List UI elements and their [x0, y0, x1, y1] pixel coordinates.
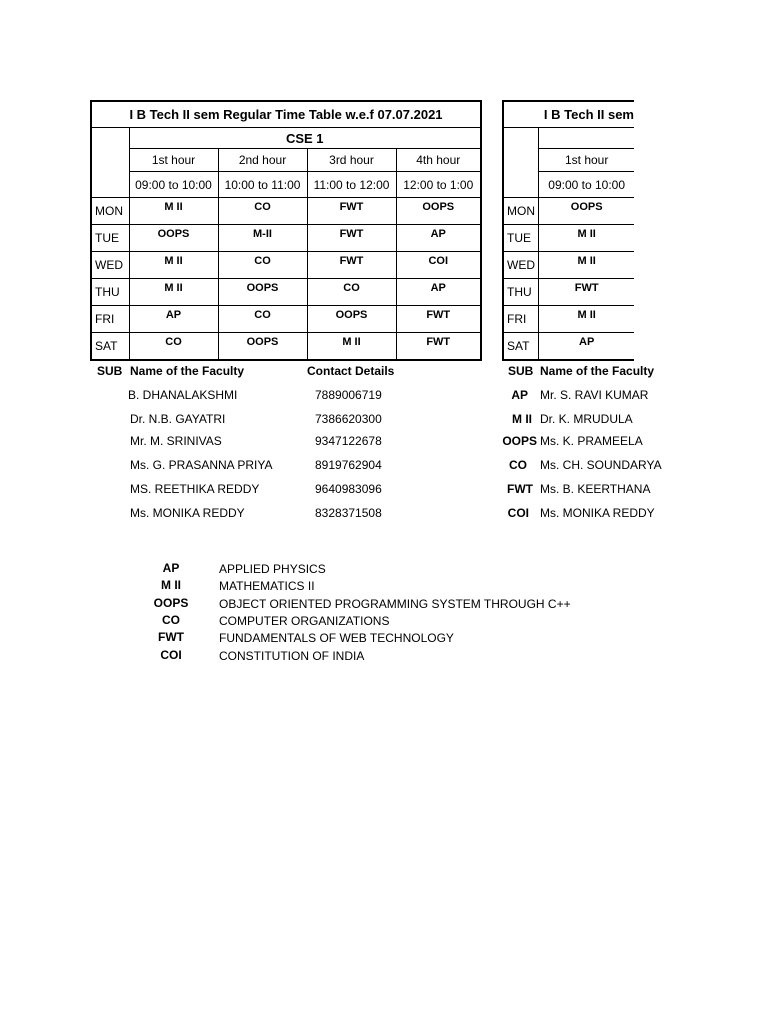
- subject-cell: AP: [396, 225, 481, 252]
- subject-cell: CO: [218, 198, 307, 225]
- hour-header: 2nd hour: [218, 149, 307, 172]
- faculty-name: Ms. G. PRASANNA PRIYA: [130, 458, 273, 472]
- subject-cell: FWT: [307, 225, 396, 252]
- subject-code: FWT: [507, 482, 533, 496]
- legend-code: M II: [161, 578, 181, 592]
- time-slot: 12:00 to 1:00: [396, 172, 481, 198]
- legend-code: FWT: [158, 630, 184, 644]
- table-row: [503, 279, 634, 306]
- table-row: [91, 225, 481, 252]
- day-label: WED: [91, 252, 129, 279]
- day-label: THU: [91, 279, 129, 306]
- subject-cell: M II: [539, 225, 634, 252]
- subject-cell: M-II: [218, 225, 307, 252]
- faculty-name-header: Name of the Faculty: [540, 364, 655, 378]
- time-slot: 09:00 to 10:00: [129, 172, 218, 198]
- table-row: [91, 198, 481, 225]
- contact-header: Contact Details: [307, 364, 395, 378]
- legend-description: FUNDAMENTALS OF WEB TECHNOLOGY: [219, 631, 454, 645]
- table-row: [91, 279, 481, 306]
- timetable-title: I B Tech II sem: [503, 101, 634, 128]
- legend-description: MATHEMATICS II: [219, 579, 315, 593]
- faculty-name: Ms. K. PRAMEELA: [540, 434, 643, 448]
- legend-code: AP: [162, 561, 180, 575]
- time-slot: 09:00 to 10:00: [539, 172, 634, 198]
- day-label: MON: [503, 198, 539, 225]
- timetable-2-clip: [502, 100, 634, 353]
- day-label: FRI: [91, 306, 129, 333]
- hour-header: 3rd hour: [307, 149, 396, 172]
- day-label: SAT: [91, 333, 129, 361]
- subject-code: COI: [507, 506, 529, 520]
- hour-header: 4th hour: [396, 149, 481, 172]
- subject-cell: OOPS: [539, 198, 634, 225]
- day-label: FRI: [503, 306, 539, 333]
- time-slot: 11:00 to 12:00: [307, 172, 396, 198]
- faculty-name: Mr. M. SRINIVAS: [130, 434, 222, 448]
- subject-cell: FWT: [396, 333, 481, 361]
- day-label: WED: [503, 252, 539, 279]
- section-label: [539, 128, 634, 149]
- hour-header: 1st hour: [539, 149, 634, 172]
- subject-cell: OOPS: [307, 306, 396, 333]
- timetable-2: [502, 100, 634, 361]
- subject-cell: M II: [539, 306, 634, 333]
- subject-cell: M II: [539, 252, 634, 279]
- table-row: [503, 333, 634, 361]
- subject-cell: AP: [129, 306, 218, 333]
- faculty-name: B. DHANALAKSHMI: [128, 388, 238, 402]
- day-label: SAT: [503, 333, 539, 361]
- subject-cell: CO: [307, 279, 396, 306]
- subject-code: OOPS: [502, 434, 537, 448]
- contact-number: 9640983096: [315, 482, 382, 496]
- faculty-list-2: [500, 360, 662, 530]
- faculty-name: MS. REETHIKA REDDY: [130, 482, 260, 496]
- subject-cell: AP: [396, 279, 481, 306]
- legend-description: COMPUTER ORGANIZATIONS: [219, 614, 390, 628]
- subject-cell: M II: [307, 333, 396, 361]
- subject-cell: M II: [129, 279, 218, 306]
- corner-cell: [91, 128, 129, 198]
- contact-number: 8919762904: [315, 458, 382, 472]
- table-row: [503, 306, 634, 333]
- subject-cell: CO: [218, 306, 307, 333]
- corner-cell: [503, 128, 539, 198]
- contact-number: 7386620300: [315, 412, 382, 426]
- timetable-title: I B Tech II sem Regular Time Table w.e.f 07.07.2021: [91, 101, 481, 128]
- timetable-cse1: [90, 100, 482, 361]
- faculty-name: Ms. CH. SOUNDARYA: [540, 458, 662, 472]
- day-label: THU: [503, 279, 539, 306]
- faculty-name: Ms. MONIKA REDDY: [540, 506, 655, 520]
- legend-code: OOPS: [153, 596, 189, 610]
- sub-header: SUB: [97, 364, 123, 378]
- legend-code: CO: [162, 613, 180, 627]
- table-row: [503, 198, 634, 225]
- contact-number: 7889006719: [315, 388, 382, 402]
- subject-cell: CO: [129, 333, 218, 361]
- subject-cell: FWT: [307, 252, 396, 279]
- day-label: TUE: [91, 225, 129, 252]
- section-label: CSE 1: [129, 128, 481, 149]
- contact-number: 9347122678: [315, 434, 382, 448]
- faculty-name: Dr. N.B. GAYATRI: [130, 412, 226, 426]
- faculty-name: Ms. MONIKA REDDY: [130, 506, 245, 520]
- subject-cell: CO: [218, 252, 307, 279]
- subject-cell: AP: [539, 333, 634, 361]
- contact-number: 8328371508: [315, 506, 382, 520]
- subject-cell: OOPS: [218, 279, 307, 306]
- hour-header: 1st hour: [129, 149, 218, 172]
- subject-cell: FWT: [539, 279, 634, 306]
- subject-code: AP: [511, 388, 528, 402]
- legend-description: APPLIED PHYSICS: [219, 562, 326, 576]
- subject-cell: M II: [129, 252, 218, 279]
- time-slot: 10:00 to 11:00: [218, 172, 307, 198]
- faculty-name: Dr. K. MRUDULA: [540, 412, 633, 426]
- legend-description: OBJECT ORIENTED PROGRAMMING SYSTEM THROUGH C++: [219, 597, 571, 611]
- subject-cell: FWT: [396, 306, 481, 333]
- day-label: TUE: [503, 225, 539, 252]
- table-row: [91, 252, 481, 279]
- subject-cell: FWT: [307, 198, 396, 225]
- table-row: [91, 306, 481, 333]
- sub-header: SUB: [508, 364, 534, 378]
- subject-code: M II: [512, 412, 532, 426]
- subject-code: CO: [509, 458, 527, 472]
- subject-cell: M II: [129, 198, 218, 225]
- faculty-name: Mr. S. RAVI KUMAR: [540, 388, 649, 402]
- table-row: [91, 333, 481, 361]
- subject-cell: OOPS: [218, 333, 307, 361]
- faculty-name-header: Name of the Faculty: [130, 364, 245, 378]
- table-row: [503, 225, 634, 252]
- subject-cell: OOPS: [396, 198, 481, 225]
- table-row: [503, 252, 634, 279]
- day-label: MON: [91, 198, 129, 225]
- legend-description: CONSTITUTION OF INDIA: [219, 649, 365, 663]
- faculty-name: Ms. B. KEERTHANA: [540, 482, 651, 496]
- subject-cell: OOPS: [129, 225, 218, 252]
- legend-code: COI: [160, 648, 182, 662]
- subject-cell: COI: [396, 252, 481, 279]
